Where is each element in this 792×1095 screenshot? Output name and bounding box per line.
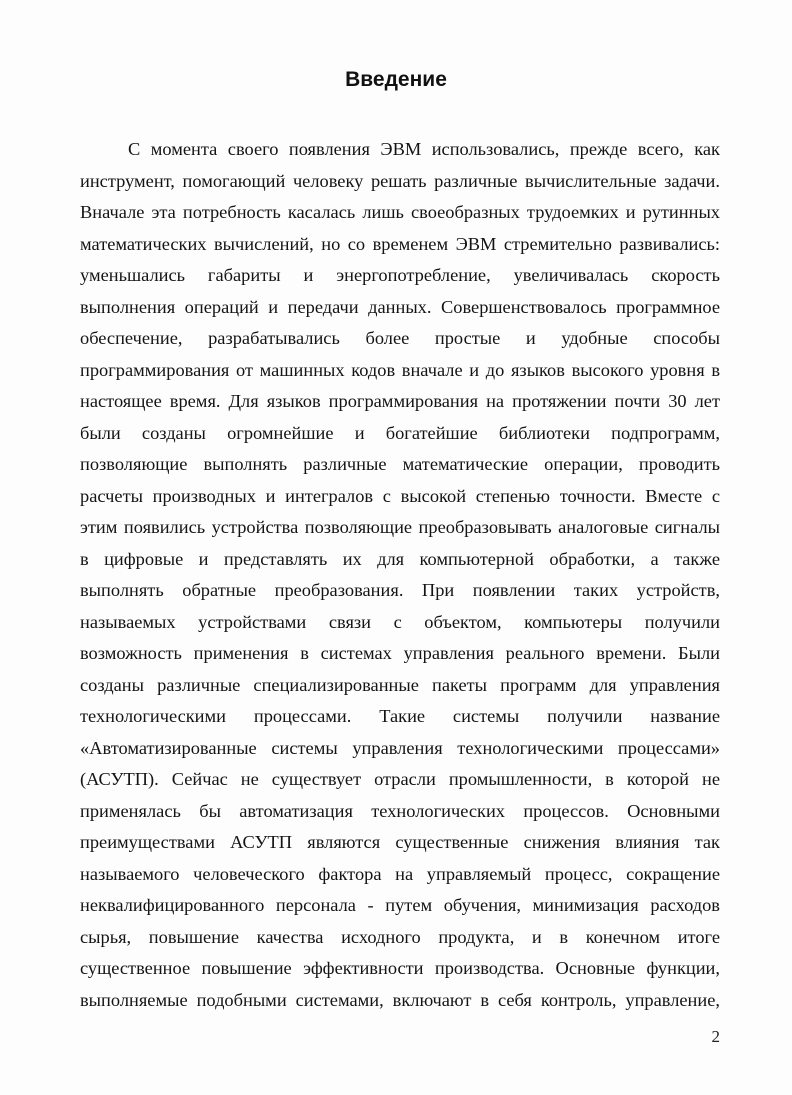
text-line: обеспечение, разрабатывались более простые и удобные способы bbox=[80, 328, 720, 348]
text-line: созданы различные специализированные пакеты программ для управления bbox=[80, 674, 720, 695]
text-line: применялась бы автоматизация технологических процессов. Основными bbox=[80, 800, 720, 821]
text-line: преимуществами АСУТП являются существенные снижения влияния так bbox=[80, 832, 720, 852]
text-line: называемого человеческого фактора на управляемый процесс, сокращение bbox=[80, 863, 720, 884]
page-number: 2 bbox=[711, 1027, 720, 1046]
body-paragraph bbox=[80, 134, 720, 1016]
text-line: позволяющие выполнять различные математические операции, проводить bbox=[80, 454, 720, 474]
text-line: возможность применения в системах управления реального времени. Были bbox=[80, 643, 720, 663]
text-line: С момента своего появления ЭВМ использовались, прежде всего, как bbox=[128, 139, 720, 159]
text-line: «Автоматизированные системы управления технологическими процессами» bbox=[80, 737, 720, 758]
text-line: программирования от машинных кодов вначале и до языков высокого уровня в bbox=[80, 359, 720, 380]
text-line: Вначале эта потребность касалась лишь своеобразных трудоемких и рутинных bbox=[80, 202, 720, 222]
text-line: настоящее время. Для языков программирования на протяжении почти 30 лет bbox=[80, 391, 720, 411]
text-line: инструмент, помогающий человеку решать различные вычислительные задачи. bbox=[80, 170, 720, 191]
text-line: технологическими процессами. Такие системы получили название bbox=[80, 706, 720, 726]
text-line: называемых устройствами связи с объектом, компьютеры получили bbox=[80, 611, 720, 632]
text-line: этим появились устройства позволяющие преобразовывать аналоговые сигналы bbox=[80, 517, 720, 537]
text-line: выполняемые подобными системами, включают в себя контроль, управление, bbox=[80, 989, 720, 1010]
text-line: выполнять обратные преобразования. При появлении таких устройств, bbox=[80, 580, 720, 600]
text-line: (АСУТП). Сейчас не существует отрасли промышленности, в которой не bbox=[80, 769, 720, 789]
text-line: уменьшались габариты и энергопотребление, увеличивалась скорость bbox=[80, 265, 720, 285]
text-line: расчеты производных и интегралов с высокой степенью точности. Вместе с bbox=[80, 485, 720, 506]
text-line: существенное повышение эффективности производства. Основные функции, bbox=[80, 958, 720, 978]
text-line: выполнения операций и передачи данных. Совершенствовалось программное bbox=[80, 296, 720, 317]
text-line: были созданы огромнейшие и богатейшие библиотеки подпрограмм, bbox=[80, 422, 720, 443]
page-title: Введение bbox=[345, 68, 447, 91]
text-line: сырья, повышение качества исходного продукта, и в конечном итоге bbox=[80, 926, 720, 947]
text-line: в цифровые и представлять их для компьютерной обработки, а также bbox=[80, 548, 720, 569]
text-line: неквалифицированного персонала - путем обучения, минимизация расходов bbox=[80, 895, 720, 915]
text-line: математических вычислений, но со временем ЭВМ стремительно развивались: bbox=[80, 233, 720, 254]
